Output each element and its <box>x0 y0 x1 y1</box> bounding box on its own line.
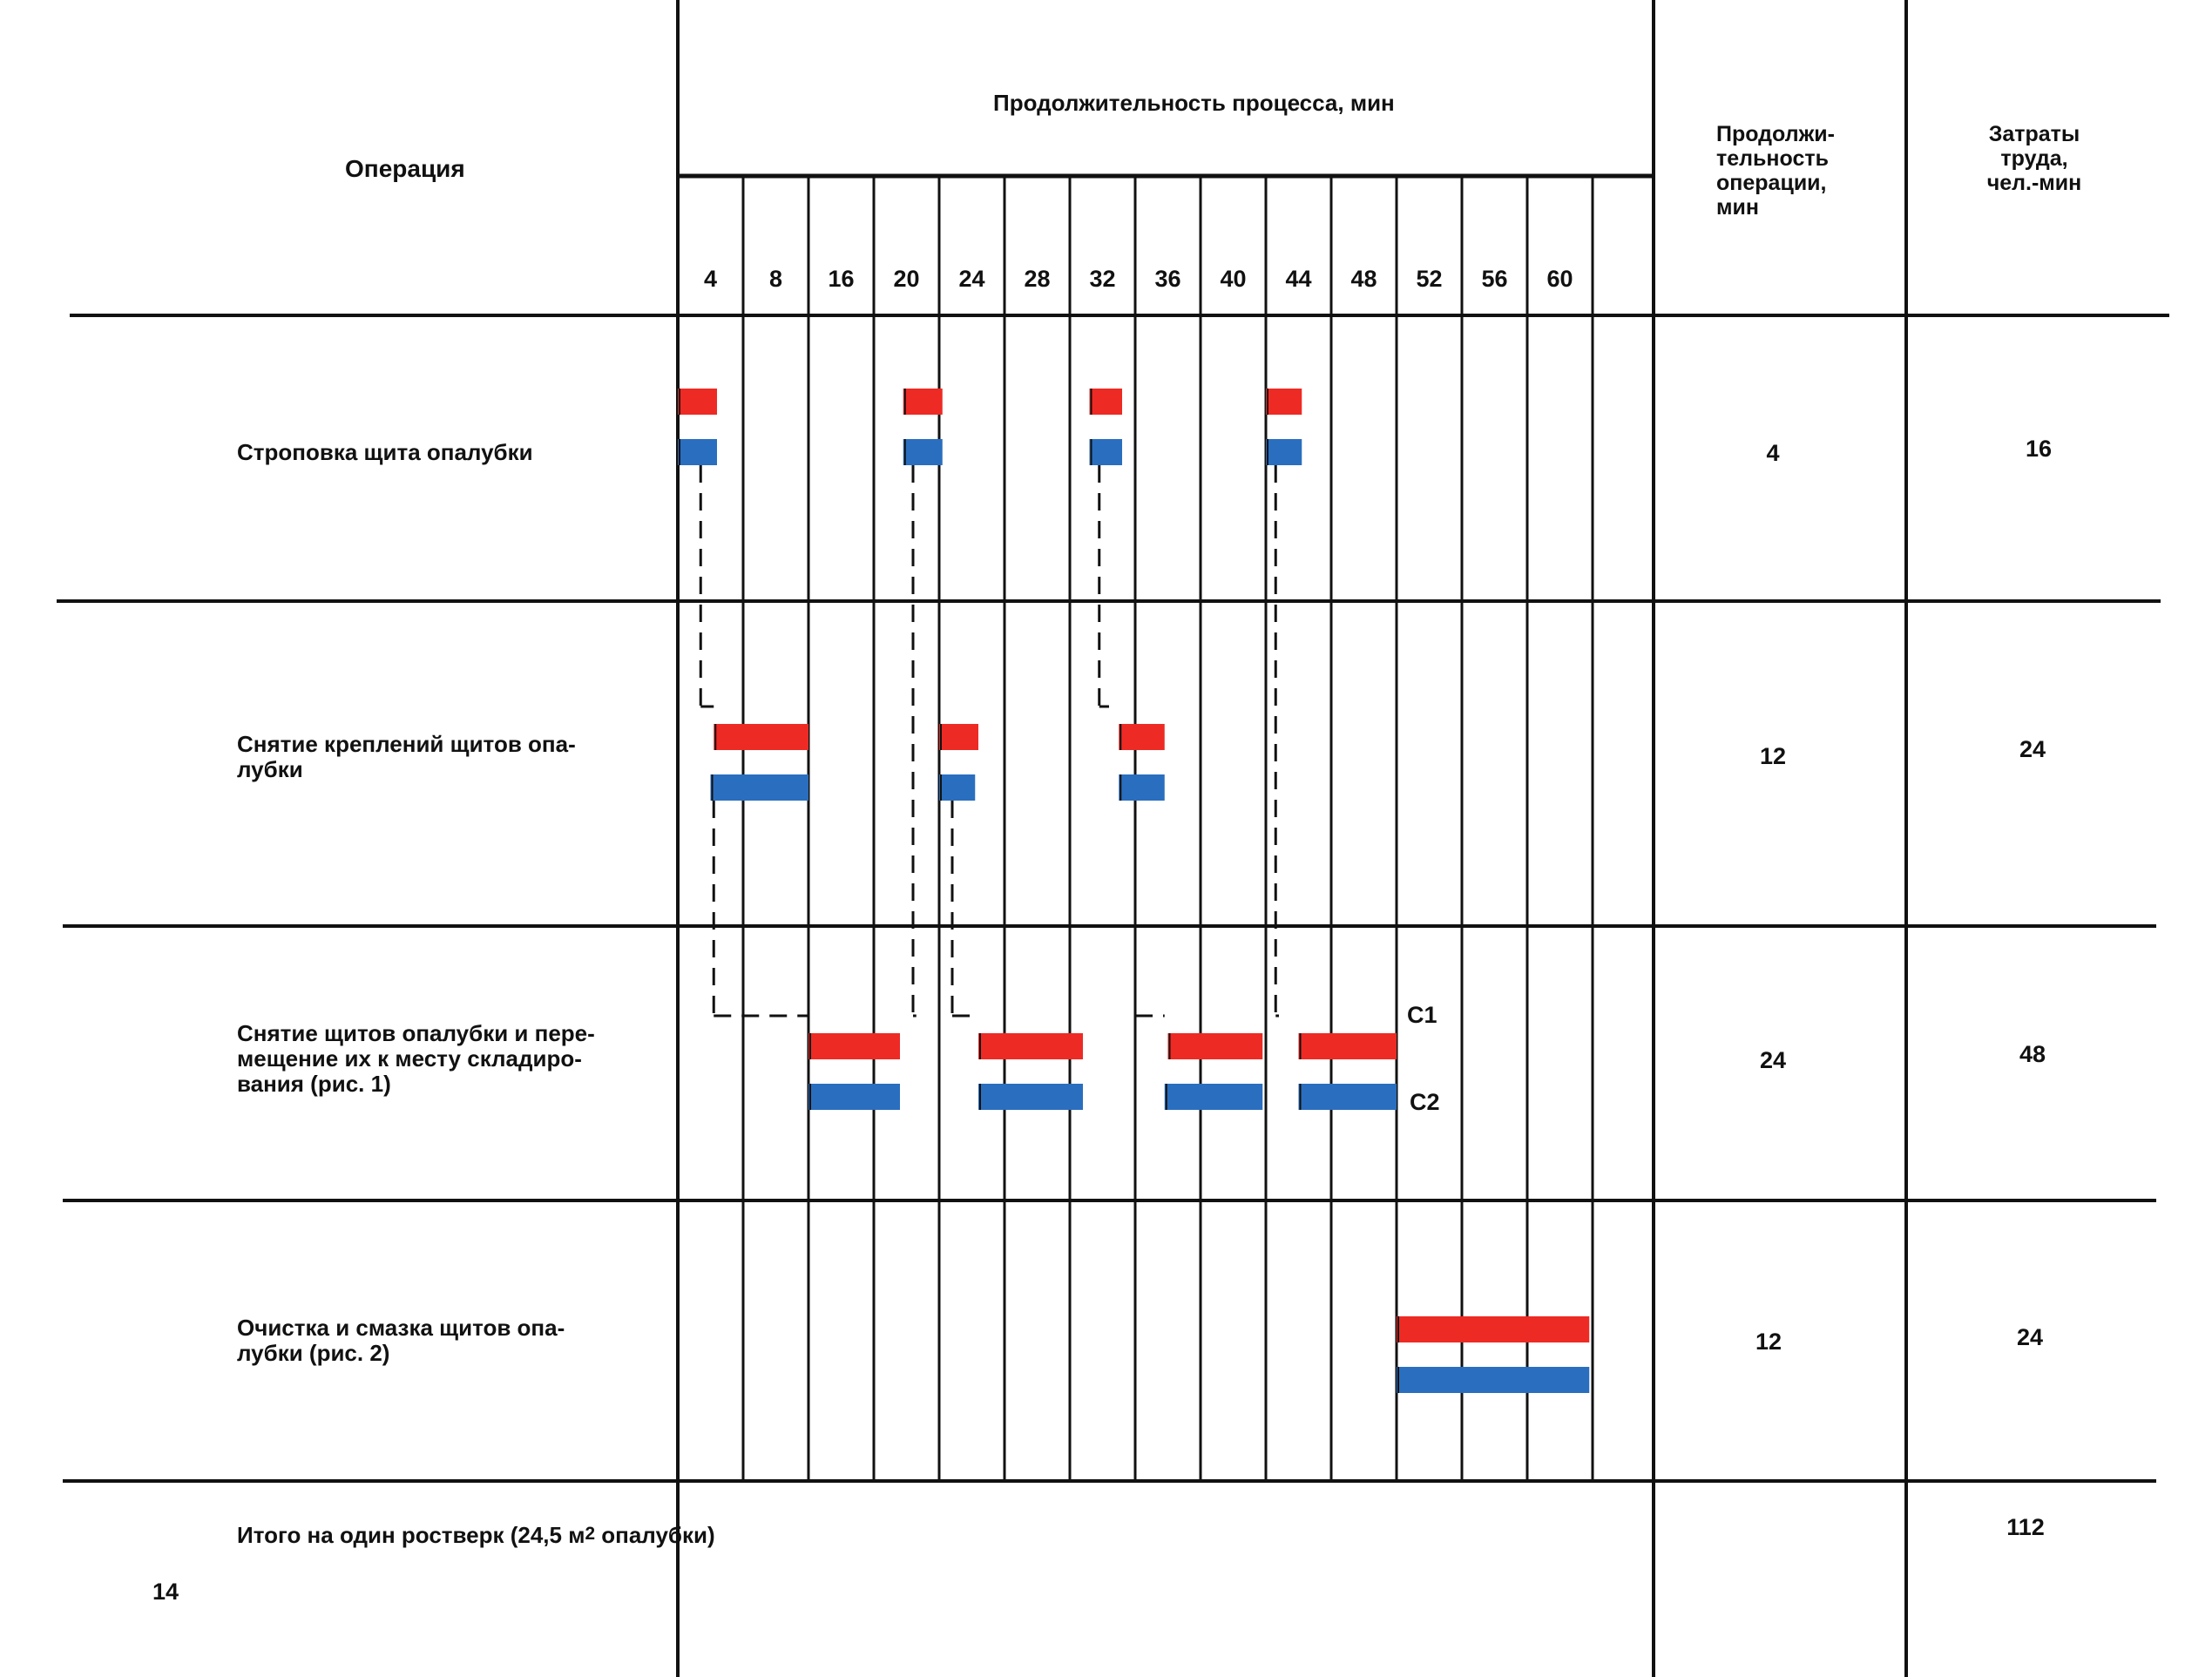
operation-line: лубки (рис. 2) <box>237 1340 390 1367</box>
total-label-sup: 2 <box>585 1523 596 1544</box>
row-labor: 16 <box>2025 436 2053 462</box>
crew-c2-bar <box>1090 439 1123 465</box>
row-duration: 24 <box>1759 1047 1787 1073</box>
operation-remove-fasteners <box>237 732 646 782</box>
crew-c2-bar <box>1119 774 1165 801</box>
time-tick-label: 4 <box>703 266 718 292</box>
crew-label-c2: C2 <box>1410 1089 1440 1115</box>
time-tick-label: 28 <box>1024 266 1051 292</box>
crew-c2-bar <box>939 774 975 801</box>
crew-c1-bar <box>1397 1316 1589 1342</box>
time-tick-label: 52 <box>1416 266 1443 292</box>
time-tick-label: 20 <box>893 266 920 292</box>
header-operation-duration-line: Продолжи- <box>1716 122 1835 146</box>
row-labor: 24 <box>2019 736 2046 762</box>
time-tick-label: 36 <box>1154 266 1181 292</box>
operation-line: вания (рис. 1) <box>237 1071 391 1098</box>
crew-c1-bar <box>1266 389 1302 415</box>
operation-cleaning <box>237 1315 646 1366</box>
header-labor-cost-line: чел.-мин <box>1986 171 2082 195</box>
crew-c1-bar <box>903 389 943 415</box>
crew-c1-bar <box>808 1033 900 1059</box>
header-labor-cost <box>1978 122 2091 195</box>
time-tick-label: 32 <box>1089 266 1116 292</box>
crew-c2-bar <box>903 439 943 465</box>
header-operation-duration-line: мин <box>1716 195 1759 220</box>
crew-c2-bar <box>978 1084 1083 1110</box>
operation-line: Снятие щитов опалубки и пере- <box>237 1020 595 1046</box>
time-tick-label: 60 <box>1546 266 1573 292</box>
time-tick-label: 24 <box>958 266 985 292</box>
crew-c1-bar <box>1299 1033 1397 1059</box>
total-labor: 112 <box>2006 1514 2045 1540</box>
crew-c1-bar <box>1090 389 1123 415</box>
header-operation-duration-line: операции, <box>1716 171 1827 195</box>
crew-c2-bar <box>711 774 809 801</box>
operation-line: мещение их к месту складиро- <box>237 1045 582 1072</box>
total-label-text: Итого на один ростверк (24,5 м <box>237 1522 585 1548</box>
total-label-text: опалубки) <box>595 1522 715 1548</box>
crew-c2-bar <box>808 1084 900 1110</box>
time-tick-label: 40 <box>1220 266 1247 292</box>
crew-label-c1: C1 <box>1407 1002 1437 1028</box>
row-duration: 4 <box>1766 440 1780 466</box>
operation-slinging <box>237 440 646 465</box>
header-operation: Операция <box>345 155 465 182</box>
row-duration: 12 <box>1755 1329 1782 1355</box>
crew-c1-bar <box>714 724 808 750</box>
header-operation-duration-line: тельность <box>1716 146 1829 171</box>
row-labor: 24 <box>2016 1324 2044 1350</box>
time-tick-label: 56 <box>1481 266 1508 292</box>
time-tick-label: 44 <box>1285 266 1312 292</box>
crew-c2-bar <box>678 439 717 465</box>
row-labor: 48 <box>2019 1041 2046 1067</box>
time-tick-label: 16 <box>828 266 855 292</box>
operation-line: Строповка щита опалубки <box>237 439 533 465</box>
operation-line: Очистка и смазка щитов опа- <box>237 1315 565 1341</box>
operation-line: лубки <box>237 756 303 783</box>
time-tick-label: 48 <box>1350 266 1377 292</box>
crew-c2-bar <box>1299 1084 1397 1110</box>
page-number: 14 <box>152 1579 179 1605</box>
header-labor-cost-line: Затраты <box>1988 122 2080 146</box>
operation-remove-panels <box>237 1021 646 1097</box>
header-process-duration: Продолжительность процесса, мин <box>993 90 1395 116</box>
crew-c2-bar <box>1165 1084 1263 1110</box>
crew-c1-bar <box>939 724 978 750</box>
total-label <box>237 1523 715 1548</box>
crew-c1-bar <box>978 1033 1083 1059</box>
crew-c2-bar <box>1266 439 1302 465</box>
time-tick-label: 8 <box>768 266 783 292</box>
header-operation-duration <box>1716 122 1873 220</box>
row-duration: 12 <box>1759 743 1787 769</box>
crew-c2-bar <box>1397 1367 1589 1393</box>
crew-c1-bar <box>678 389 717 415</box>
crew-c1-bar <box>1119 724 1165 750</box>
header-labor-cost-line: труда, <box>2000 146 2068 171</box>
crew-c1-bar <box>1168 1033 1263 1059</box>
operation-line: Снятие креплений щитов опа- <box>237 731 576 757</box>
